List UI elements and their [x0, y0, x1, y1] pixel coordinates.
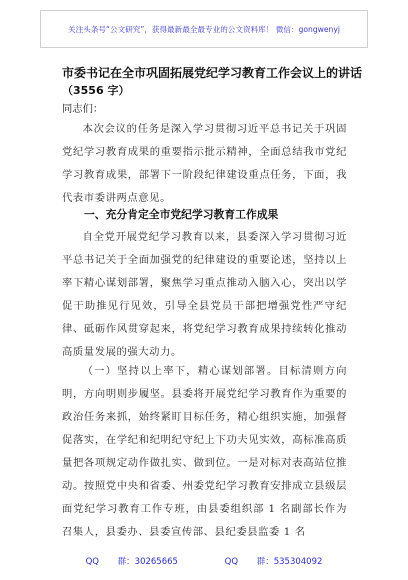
footer-qq-group-1: QQ 群：30265665 [85, 557, 178, 567]
footer-qq-group-2: QQ 群：535304092 [224, 557, 323, 567]
paragraph-subsection-1: （一）坚持以上率下，精心谋划部署。目标清则方向明，方向明则步履坚。县委将开展党纪学习教育作为重要的政治任务来抓，始终紧盯目标任务，精心组织实施，加强督促落实，在学纪和纪明纪守纪上下功夫见实效，高标准高质量把各项规定动作做扎实、做到位。一是对标对表高站位推动。按照党中央和省委、州委党纪学习教育安排成立县级层面党纪学习教育工作专班，由县委组织部 1 名副部长作为召集人，县委办、县委宣传部、县纪委县监委 1 名 [62, 365, 347, 538]
paragraph-intro: 本次会议的任务是深入学习贯彻习近平总书记关于巩固党纪学习教育成果的重要指示批示精神，全面总结我市党纪学习教育成果，部署下一阶段纪律建设重点任务，下面，我代表市委讲两点意见。 [62, 123, 347, 204]
footer [0, 555, 408, 567]
document-title: 市委书记在全市巩固拓展党纪学习教育工作会议上的讲话 [62, 66, 363, 80]
word-count: （3556 字） [62, 84, 130, 97]
header-banner-text: 关注头条号“公文研究”，获得最新最全最专业的公文资料库！ 微信：gongwenyj [68, 24, 340, 34]
header-banner [40, 10, 368, 48]
paragraph-overview: 自全党开展党纪学习教育以来，县委深入学习贯彻习近平总书记关于全面加强党的纪律建设的重要论述，坚持以上率下精心谋划部署，聚焦学习重点推动入脑入心，突出以学促干助推见行见效，引导全县党员干部把增强党性严守纪律、砥砺作风贯穿起来，将党纪学习教育成果持续转化推动高质量发展的强大动力。 [62, 231, 347, 358]
section-heading: 一、充分肯定全市党纪学习教育工作成果 [84, 208, 279, 221]
salutation: 同志们： [62, 103, 104, 115]
